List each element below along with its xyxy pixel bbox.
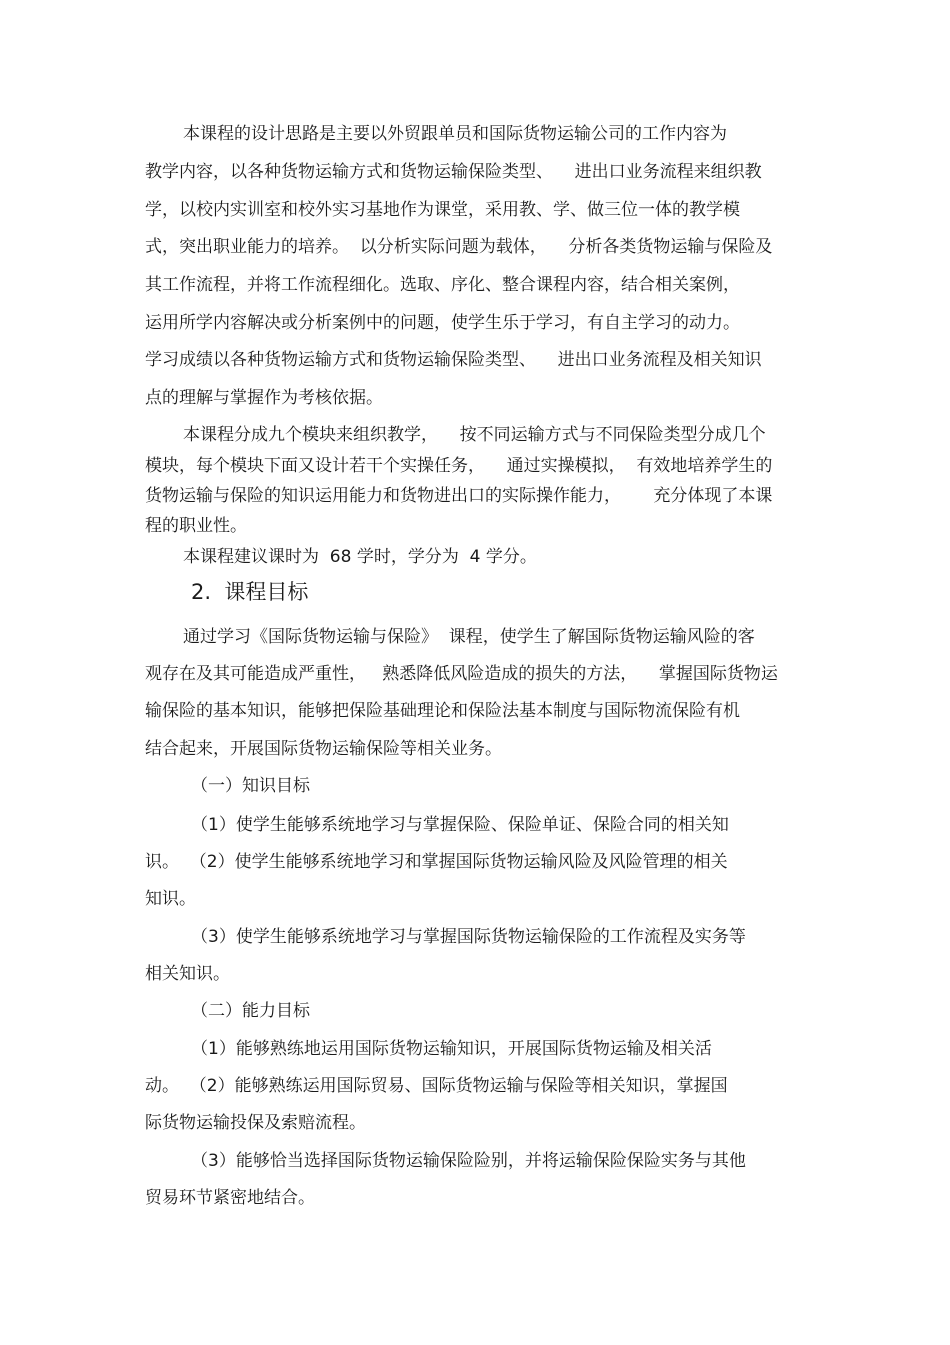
paragraph-line: 货物运输与保险的知识运用能力和货物进出口的实际操作能力， 充分体现了本课 bbox=[145, 486, 773, 506]
paragraph-line: 模块，每个模块下面又设计若干个实操任务， 通过实操模拟， 有效地培养学生的 bbox=[145, 456, 773, 476]
paragraph-line: 相关知识。 bbox=[145, 964, 230, 984]
paragraph-line: 知识。 bbox=[145, 889, 196, 909]
paragraph-line: 识。 （2）使学生能够系统地学习和掌握国际货物运输风险及风险管理的相关 bbox=[145, 852, 728, 872]
paragraph-line: 输保险的基本知识，能够把保险基础理论和保险法基本制度与国际物流保险有机 bbox=[145, 701, 740, 721]
paragraph-line: 本课程的设计思路是主要以外贸跟单员和国际货物运输公司的工作内容为 bbox=[183, 124, 727, 144]
paragraph-line: 运用所学内容解决或分析案例中的问题，使学生乐于学习，有自主学习的动力。 bbox=[145, 313, 740, 333]
paragraph-line: （3）使学生能够系统地学习与掌握国际货物运输保险的工作流程及实务等 bbox=[191, 927, 746, 947]
paragraph-line: 本课程建议课时为 68 学时，学分为 4 学分。 bbox=[183, 547, 537, 567]
paragraph-line: 学，以校内实训室和校外实习基地作为课堂，采用教、学、做三位一体的教学模 bbox=[145, 200, 740, 220]
paragraph-line: 际货物运输投保及索赔流程。 bbox=[145, 1113, 366, 1133]
paragraph-line: 教学内容，以各种货物运输方式和货物运输保险类型、 进出口业务流程来组织教 bbox=[145, 162, 762, 182]
paragraph-line: 程的职业性。 bbox=[145, 516, 247, 536]
paragraph-line: 其工作流程，并将工作流程细化。选取、序化、整合课程内容，结合相关案例， bbox=[145, 275, 740, 295]
paragraph-line: 贸易环节紧密地结合。 bbox=[145, 1188, 315, 1208]
subheading: （二）能力目标 bbox=[191, 1001, 310, 1021]
paragraph-line: （3）能够恰当选择国际货物运输保险险别，并将运输保险保险实务与其他 bbox=[191, 1151, 746, 1171]
paragraph-line: 通过学习《国际货物运输与保险》 课程，使学生了解国际货物运输风险的客 bbox=[183, 627, 755, 647]
paragraph-line: （1）使学生能够系统地学习与掌握保险、保险单证、保险合同的相关知 bbox=[191, 815, 729, 835]
paragraph-line: 动。 （2）能够熟练运用国际贸易、国际货物运输与保险等相关知识，掌握国 bbox=[145, 1076, 728, 1096]
paragraph-line: 式，突出职业能力的培养。 以分析实际问题为载体， 分析各类货物运输与保险及 bbox=[145, 237, 773, 257]
paragraph-line: 结合起来，开展国际货物运输保险等相关业务。 bbox=[145, 739, 502, 759]
section-heading: 2. 课程目标 bbox=[191, 580, 309, 604]
subheading: （一）知识目标 bbox=[191, 776, 310, 796]
paragraph-line: （1）能够熟练地运用国际货物运输知识，开展国际货物运输及相关活 bbox=[191, 1039, 712, 1059]
paragraph-line: 学习成绩以各种货物运输方式和货物运输保险类型、 进出口业务流程及相关知识 bbox=[145, 350, 762, 370]
paragraph-line: 观存在及其可能造成严重性， 熟悉降低风险造成的损失的方法， 掌握国际货物运 bbox=[145, 664, 778, 684]
paragraph-line: 本课程分成九个模块来组织教学， 按不同运输方式与不同保险类型分成几个 bbox=[183, 425, 766, 445]
paragraph-line: 点的理解与掌握作为考核依据。 bbox=[145, 388, 383, 408]
